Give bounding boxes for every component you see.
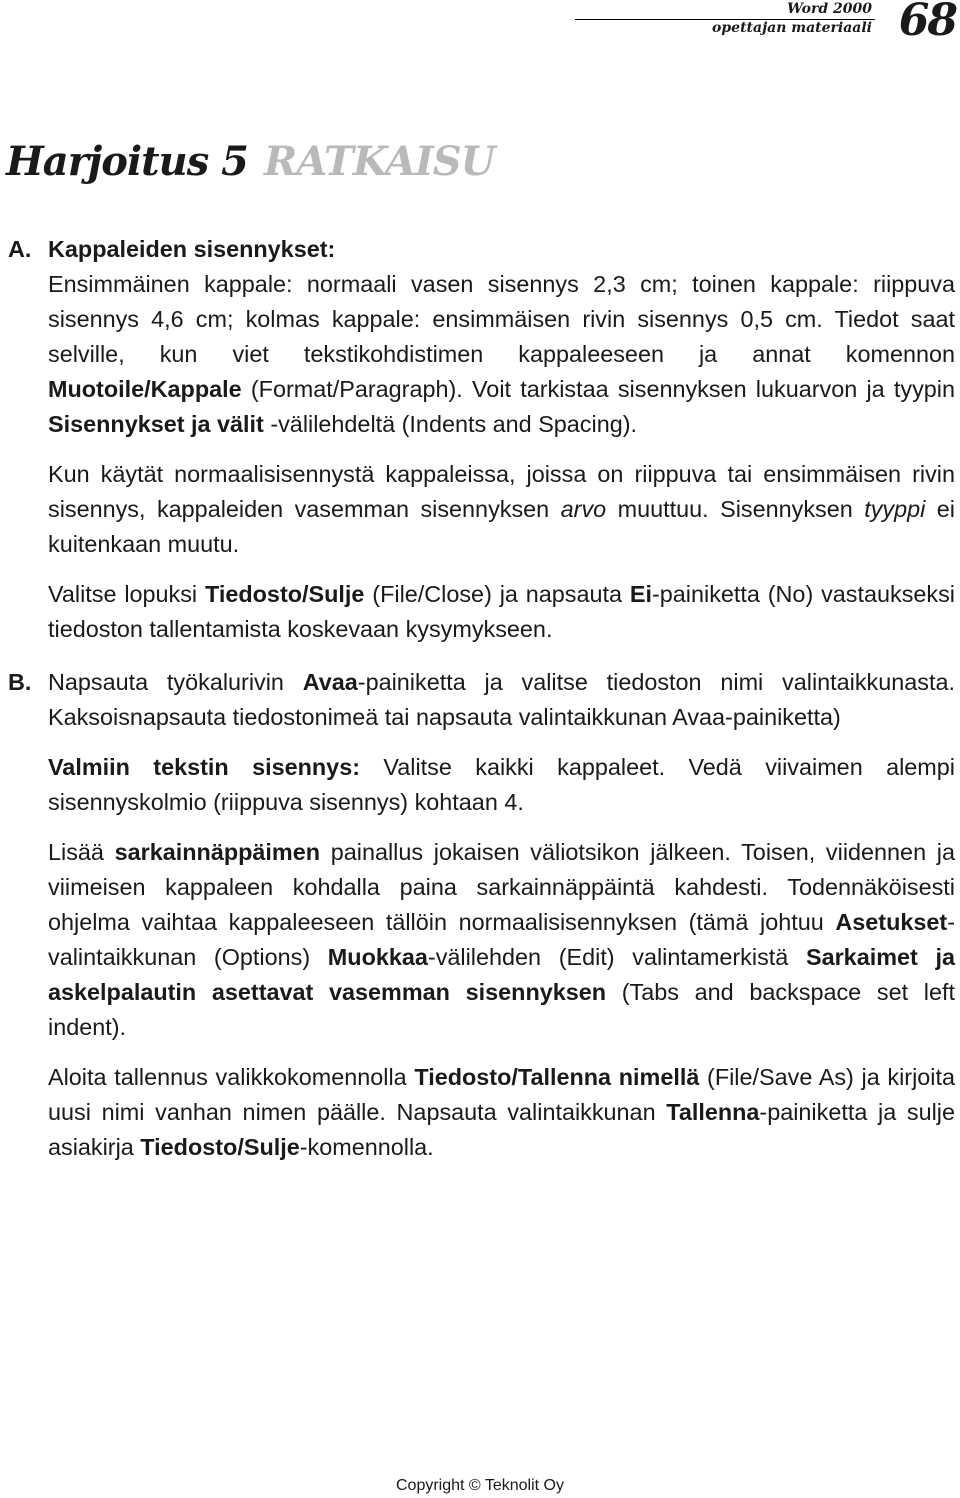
section-a-marker: A. [8,236,32,262]
section-a-paragraph-3: Valitse lopuksi Tiedosto/Sulje (File/Close) ja napsauta Ei-painiketta (No) vastaukseksi tiedoston tallentamista koskevaan kysymykseen. [48,581,955,642]
section-b-paragraph-1: Napsauta työkalurivin Avaa-painiketta ja valitse tiedoston nimi valintaikkunasta. Kaksoisnapsauta tiedostonimeä tai napsauta valintaikkunan Avaa-painiketta) [48,669,955,730]
section-b-paragraph-4: Aloita tallennus valikkokomennolla Tiedosto/Tallenna nimellä (File/Save As) ja kirjoita uusi nimi vanhan nimen päälle. Napsauta valintaikkunan Tallenna-painiketta ja sulje asiakirja Tiedosto/Sulje-komennolla. [48,1064,956,1160]
header-product: Word 2000 [787,1,872,17]
section-b [8,665,955,735]
document-body [8,232,956,1165]
section-b-marker: B. [8,669,32,695]
section-a-paragraph-2: Kun käytät normaalisisennystä kappaleissa, joissa on riippuva tai ensimmäisen rivin sisennys, kappaleiden vasemman sisennyksen arvo muuttuu. Sisennyksen tyyppi ei kuitenkaan muutu. [48,461,955,557]
section-a [8,232,955,442]
copyright-footer: Copyright © Teknolit Oy [395,1477,564,1494]
section-a-heading: Kappaleiden sisennykset: [48,236,336,262]
title-highlight: RATKAISU [263,138,495,185]
section-b-paragraph-2: Valmiin tekstin sisennys: Valitse kaikki kappaleet. Vedä viivaimen alempi sisennyskolmio (riippuva sisennys) kohtaan 4. [48,754,956,815]
section-b-paragraph-3: Lisää sarkainnäppäimen painallus jokaisen väliotsikon jälkeen. Toisen, viidennen ja viimeisen kappaleen kohdalla paina sarkainnäppäintä kahdesti. Todennäköisesti ohjelma vaihtaa kappaleeseen tällöin normaalisisennyksen (tämä johtuu Asetukset-valintaikkunan (Options) Muokkaa-välilehden (Edit) valintamerkistä Sarkaimet ja askelpalautin asettavat vasemman sisennyksen (Tabs and backspace set left indent). [48,839,955,1040]
header-rule [575,19,875,20]
header-subtitle: opettajan materiaali [712,20,872,36]
section-a-paragraph-1: Ensimmäinen kappale: normaali vasen sisennys 2,3 cm; toinen kappale: riippuva sisennys 4,6 cm; kolmas kappale: ensimmäisen rivin sisennys 0,5 cm. Tiedot saat selville, kun viet tekstikohdistimen kappaleeseen ja annat komennon Muotoile/Kappale (Format/Paragraph). Voit tarkistaa sisennyksen lukuarvon ja tyypin Sisennykset ja välit -välilehdeltä (Indents and Spacing). [48,271,955,437]
title-main: Harjoitus 5 [6,138,248,185]
page-number: 68 [898,0,956,46]
page-title [6,134,494,190]
